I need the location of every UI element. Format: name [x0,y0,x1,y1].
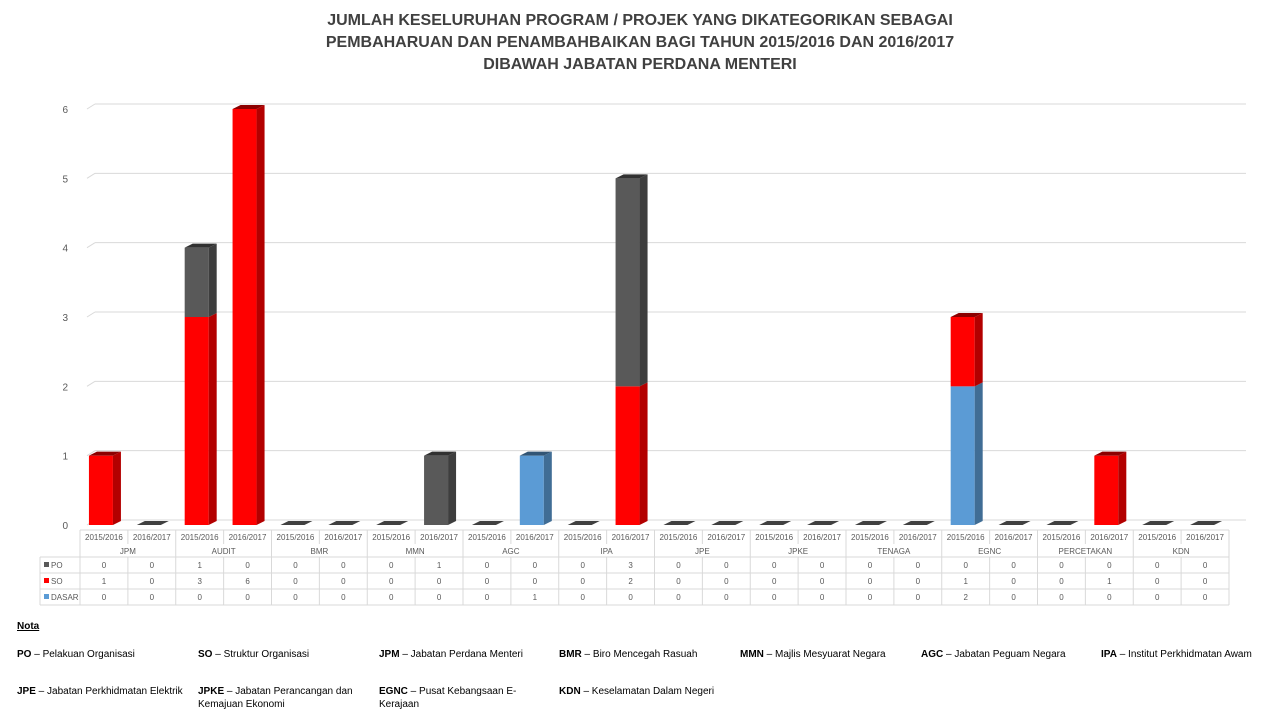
x-group-label: IPA [600,547,613,556]
data-label: 0 [101,593,107,602]
data-label: 0 [293,577,298,586]
x-tick-label: 2015/2016 [276,533,315,542]
data-label: 0 [1107,561,1112,570]
bar-zero-cap [999,521,1031,525]
data-label: 0 [867,561,873,570]
data-label: 0 [436,577,442,586]
note-abbr: KDN [559,686,581,697]
data-label: 0 [1011,561,1016,570]
data-label: 0 [724,561,729,570]
note-desc: – Jabatan Peguam Negara [943,649,1066,660]
note-abbr: JPKE [198,686,225,697]
note-abbr: JPE [17,686,36,697]
data-label: 0 [771,577,777,586]
note-desc: – Keselamatan Dalam Negeri [580,686,715,697]
x-tick-label: 2016/2017 [803,533,841,542]
data-label: 0 [676,561,681,570]
x-tick-label: 2015/2016 [180,533,219,542]
notes-heading: Nota [17,621,40,632]
data-label: 6 [245,577,250,586]
x-tick-label: 2016/2017 [1090,533,1129,542]
data-label: 0 [676,577,681,586]
x-tick-label: 2016/2017 [324,533,363,542]
data-label: 0 [484,577,490,586]
x-group-label: KDN [1172,547,1190,556]
data-label: 0 [1059,593,1064,602]
bar-side-so [113,452,121,525]
note-abbr: PO [17,649,32,660]
data-label: 0 [197,593,202,602]
x-tick-label: 2016/2017 [132,533,171,542]
bar-zero-cap [711,521,743,525]
bar-so [1094,456,1118,525]
data-label: 1 [532,593,538,602]
note-ipa [1101,648,1271,661]
x-group-label: TENAGA [877,547,911,556]
y-tick-label: 0 [62,521,68,532]
data-label: 2 [628,577,633,586]
note-desc: – Majlis Mesyuarat Negara [763,649,886,660]
data-label: 0 [532,561,538,570]
data-label: 2 [963,593,968,602]
legend-key-so [44,578,49,583]
note-so [198,648,368,661]
note-desc: – Pusat Kebangsaan E-Kerajaan [379,686,517,710]
data-label: 0 [293,593,298,602]
bar-zero-cap [280,521,312,525]
data-label: 1 [436,561,442,570]
data-label: 0 [1202,593,1208,602]
bar-zero-cap [903,521,935,525]
data-label: 0 [1059,561,1064,570]
chart-title-line-1: JUMLAH KESELURUHAN PROGRAM / PROJEK YANG DIKATEGORIKAN SEBAGAI [327,12,953,29]
note-desc: – Jabatan Perkhidmatan Elektrik [35,686,183,697]
x-group-label: JPKE [788,547,809,556]
data-label: 0 [819,593,825,602]
note-po [17,648,187,661]
bar-so [233,109,257,525]
x-tick-label: 2015/2016 [1138,533,1177,542]
note-jpe [17,685,187,698]
y-tick-label: 2 [62,382,68,394]
bar-side-so [640,382,648,525]
data-label: 0 [1011,593,1016,602]
x-tick-label: 2015/2016 [85,533,123,542]
bar-so [185,317,209,525]
data-label: 0 [149,577,155,586]
data-label: 0 [245,561,250,570]
bar-zero-cap [376,521,408,525]
note-abbr: JPM [379,649,400,660]
data-label: 0 [1154,561,1160,570]
bar-so [951,317,975,386]
data-label: 0 [293,561,298,570]
bar-zero-cap [472,521,504,525]
x-group-label: AUDIT [211,547,236,556]
note-kdn [559,685,729,698]
bar-po [185,248,209,317]
gridline-diag [87,104,95,109]
y-tick-label: 3 [62,313,68,324]
note-abbr: IPA [1101,649,1117,660]
gridline-diag [87,173,95,178]
y-tick-label: 5 [62,174,68,186]
bar-side-dasar [544,452,552,525]
data-label: 0 [149,593,155,602]
data-label: 1 [963,577,968,586]
bar-po [424,456,448,525]
x-tick-label: 2016/2017 [611,533,650,542]
data-label: 0 [676,593,681,602]
y-tick-label: 6 [62,105,68,116]
note-agc [921,648,1091,661]
note-egnc [379,685,549,711]
bar-zero-cap [328,521,360,525]
legend-key-dasar [44,594,49,599]
bar-side-so [257,105,265,525]
data-label: 0 [819,577,825,586]
x-group-label: MMN [405,547,425,556]
data-label: 0 [1154,593,1160,602]
bar-zero-cap [1190,521,1222,525]
data-label: 0 [484,561,490,570]
data-label: 1 [197,561,202,570]
legend-label-po: PO [51,561,63,570]
note-bmr [559,648,729,661]
bar-zero-cap [1142,521,1174,525]
data-label: 0 [628,593,633,602]
data-label: 0 [867,593,873,602]
note-desc: – Biro Mencegah Rasuah [581,649,698,660]
data-label: 0 [341,593,346,602]
data-label: 0 [819,561,825,570]
data-label: 0 [149,561,155,570]
bar-side-po [640,174,648,386]
x-tick-label: 2016/2017 [228,533,267,542]
legend-key-po [44,562,49,567]
data-label: 0 [1154,577,1160,586]
x-group-label: JPM [119,547,136,556]
note-jpm [379,648,549,661]
bar-zero-cap [568,521,600,525]
gridline-diag [87,243,95,248]
x-tick-label: 2015/2016 [851,533,889,542]
data-label: 0 [532,577,538,586]
bar-side-so [975,313,983,386]
bar-so [89,456,113,525]
legend-label-so: SO [51,577,63,586]
x-group-label: PERCETAKAN [1058,547,1113,556]
data-label: 0 [724,577,729,586]
data-label: 0 [1059,577,1064,586]
note-abbr: MMN [740,649,764,660]
bar-so [616,386,640,525]
x-tick-label: 2015/2016 [1042,533,1081,542]
note-abbr: AGC [921,649,944,660]
bar-zero-cap [807,521,839,525]
note-abbr: SO [198,649,213,660]
bar-zero-cap [137,521,169,525]
y-tick-label: 4 [62,243,68,255]
data-label: 0 [915,561,921,570]
bar-dasar [951,386,975,525]
data-label: 3 [628,561,633,570]
x-group-label: AGC [502,547,520,556]
data-label: 0 [245,593,250,602]
note-desc: – Pelakuan Organisasi [31,649,135,660]
x-tick-label: 2016/2017 [420,533,458,542]
data-label: 0 [1202,561,1208,570]
note-mmn [740,648,910,661]
data-label: 0 [580,593,585,602]
data-label: 0 [436,593,442,602]
data-label: 0 [388,577,394,586]
bar-side-po [209,244,217,317]
data-label: 1 [101,577,107,586]
x-tick-label: 2016/2017 [898,533,937,542]
notes-section [17,620,1277,710]
data-label: 0 [915,577,921,586]
x-group-label: EGNC [978,547,1002,556]
note-desc: – Jabatan Perancangan dan Kemajuan Ekonomi [198,686,353,710]
x-group-label: BMR [310,547,329,556]
data-label: 0 [101,561,107,570]
data-label: 3 [197,577,202,586]
data-label: 0 [580,561,585,570]
x-tick-label: 2015/2016 [659,533,698,542]
bar-zero-cap [855,521,887,525]
x-tick-label: 2016/2017 [1186,533,1224,542]
data-label: 0 [388,593,394,602]
bar-side-po [448,452,456,525]
note-jpke [198,685,368,711]
bar-po [616,178,640,386]
y-tick-label: 1 [62,451,68,463]
note-desc: – Struktur Organisasi [212,649,310,660]
data-label: 1 [1107,577,1112,586]
gridline-diag [87,312,95,317]
note-desc: – Jabatan Perdana Menteri [399,649,523,660]
note-desc: – Institut Perkhidmatan Awam [1116,649,1252,660]
data-label: 0 [771,561,777,570]
chart-title-line-2: PEMBAHARUAN DAN PENAMBAHBAIKAN BAGI TAHUN 2015/2016 DAN 2016/2017 [325,34,955,51]
bar-dasar [520,456,544,525]
note-abbr: EGNC [379,686,408,697]
note-abbr: BMR [559,649,582,660]
x-tick-label: 2015/2016 [563,533,602,542]
data-label: 0 [1107,593,1112,602]
data-label: 0 [771,593,777,602]
data-label: 0 [867,577,873,586]
data-label: 0 [1202,577,1208,586]
x-tick-label: 2015/2016 [755,533,794,542]
data-label: 0 [388,561,394,570]
bar-side-so [209,313,217,525]
x-tick-label: 2015/2016 [372,533,411,542]
data-label: 0 [724,593,729,602]
bar-zero-cap [1046,521,1078,525]
data-label: 0 [341,561,346,570]
x-tick-label: 2016/2017 [994,533,1033,542]
chart-title-line-3: DIBAWAH JABATAN PERDANA MENTERI [483,56,797,73]
x-tick-label: 2016/2017 [515,533,554,542]
data-label: 0 [915,593,921,602]
data-label: 0 [341,577,346,586]
x-group-label: JPE [695,547,710,556]
data-label: 0 [963,561,968,570]
data-label: 0 [1011,577,1016,586]
legend-label-dasar: DASAR [51,593,79,602]
data-label: 0 [484,593,490,602]
data-label: 0 [580,577,585,586]
bar-side-dasar [975,382,983,525]
x-tick-label: 2015/2016 [468,533,506,542]
bar-zero-cap [663,521,695,525]
bar-side-so [1118,452,1126,525]
bar-zero-cap [759,521,791,525]
gridline-diag [87,381,95,386]
x-tick-label: 2016/2017 [707,533,746,542]
x-tick-label: 2015/2016 [946,533,985,542]
